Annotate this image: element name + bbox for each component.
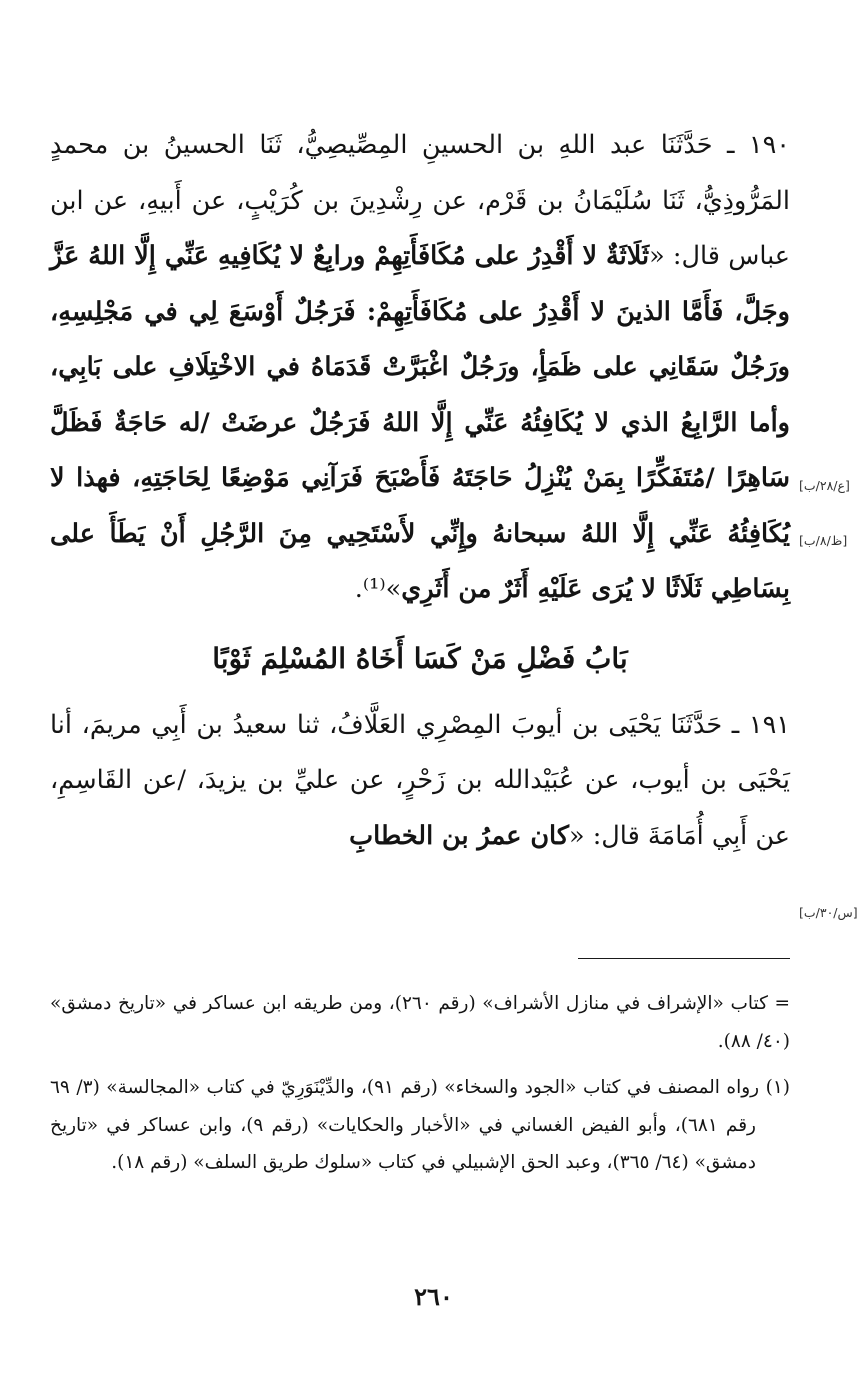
hadith-number: ١٩٠ ـ xyxy=(726,130,790,160)
page-number: ٢٦٠ xyxy=(414,1282,453,1311)
quote-close: »⁽¹⁾. xyxy=(354,574,402,604)
isnad-text: حَدَّثَنَا عبد اللهِ بن الحسينِ المِصِّيصِيُّ، ثَنَا الحسينُ بن محمدٍ المَرُّوذِيُّ، ثَنَا سُلَيْمَانُ بن قَرْم، عن رِشْدِينَ بن كُرَيْبٍ، عن أَبيهِ، عن ابن عباس قال: « xyxy=(50,130,791,271)
footnote-1: (١) رواه المصنف في كتاب «الجود والسخاء» (رقم ٩١)، والدِّيْنَوَرِيّ في كتاب «المجالسة» (٣/ ٦٩ رقم ٦٨١)، وأبو الفيض الغساني في «الأخبار والحكايات» (رقم ٩)، وابن عساكر في «تاريخ دمشق» (٦٤/ ٣٦٥)، وعبد الحق الإشبيلي في كتاب «سلوك طريق السلف» (رقم ١٨). xyxy=(50,1077,791,1173)
hadith-191 xyxy=(50,698,790,865)
isnad-text: حَدَّثَنَا يَحْيَى بن أيوبَ المِصْرِي العَلَّافُ، ثنا سعيدُ بن أَبِي مريمَ، أنا يَحْيَى بن أيوب، عن عُبَيْدالله بن زَحْرٍ، عن عليِّ بن يزيدَ، /عن القَاسِمِ، عن أَبِي أُمَامَةَ قال: « xyxy=(50,709,790,851)
chapter-heading: بَابُ فَضْلِ مَنْ كَسَا أَخَاهُ المُسْلِمَ ثَوْبًا xyxy=(212,641,628,675)
main-text xyxy=(50,118,790,864)
footnotes xyxy=(50,985,790,1191)
hadith-190 xyxy=(50,118,790,618)
footnote-separator xyxy=(578,958,790,959)
footnote-continuation: = كتاب «الإشراف في منازل الأشراف» (رقم ٢٦٠)، ومن طريقه ابن عساكر في «تاريخ دمشق» (٤٠/ ٨٨). xyxy=(50,993,790,1052)
hadith-number: ١٩١ ـ xyxy=(731,709,790,740)
manuscript-ref: [س/٣٠/ب] xyxy=(799,905,858,920)
manuscript-ref: [ظ/٨/ب] xyxy=(799,533,848,548)
matn-quote: كان عمرُ بن الخطابِ xyxy=(349,820,569,851)
manuscript-ref: [ع/٢٨/ب] xyxy=(799,478,850,493)
matn-quote: ثَلَاثَةٌ لا أَقْدِرُ على مُكَافَأَتِهِمْ ورابِعٌ لا يُكَافِيهِ عَنِّي إِلَّا اللهُ عَزَّ وجَلَّ، فَأَمَّا الذينَ لا أَقْدِرُ على مُكَافَأَتِهِمْ: فَرَجُلٌ أَوْسَعَ لِي في مَجْلِسِهِ، ورَجُلٌ سَقَانِي على ظَمَأٍ، ورَجُلٌ اغْبَرَّتْ قَدَمَاهُ في الاخْتِلَافِ على بَابِي، وأما الرَّابِعُ الذي لا يُكَافِئُهُ عَنِّي إِلَّا اللهُ فَرَجُلٌ عرضَتْ /له حَاجَةٌ فَظَلَّ سَاهِرًا /مُتَفَكِّرًا بِمَنْ يُنْزِلُ حَاجَتَهُ فَأَصْبَحَ فَرَآنِي مَوْضِعًا لِحَاجَتِهِ، فهذا لا يُكَافِئُهُ عَنِّي إِلَّا اللهُ سبحانهُ وإِنِّي لأَسْتَحِيي مِنَ الرَّجُلِ أَنْ يَطَأَ على بِسَاطِي ثَلَاثًا لا يُرَى عَلَيْهِ أَثَرٌ من أَثَرِي xyxy=(50,241,790,604)
